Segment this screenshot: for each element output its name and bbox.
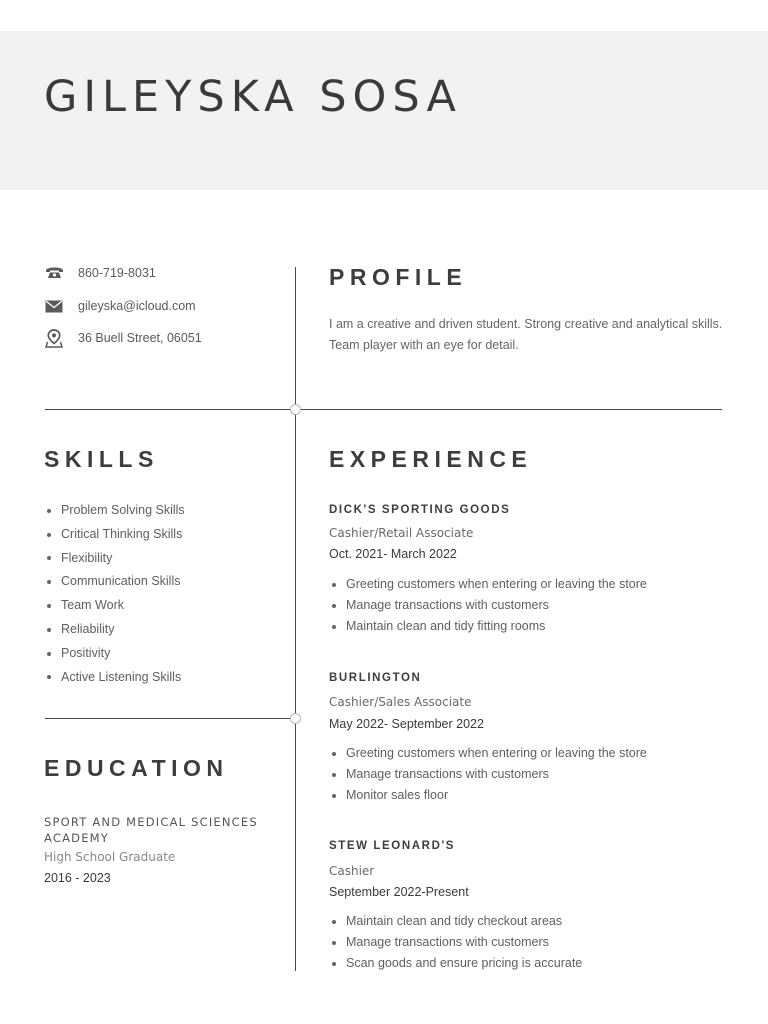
phone-number: 860-719-8031 [78, 266, 156, 280]
skill-item: Flexibility [44, 547, 185, 571]
skill-item: Communication Skills [44, 570, 185, 594]
job-company: STEW LEONARD'S [329, 840, 456, 852]
contact-phone [44, 263, 156, 283]
job-dates: May 2022- September 2022 [329, 717, 484, 731]
profile-summary: I am a creative and driven student. Strong creative and analytical skills. Team player with an eye for detail. [329, 317, 723, 352]
job-company: BURLINGTON [329, 672, 422, 684]
skill-item: Positivity [44, 642, 185, 666]
profile-heading: PROFILE [329, 264, 468, 290]
job-duties-list [329, 574, 647, 637]
email-address: gileyska@icloud.com [78, 299, 196, 313]
contact-email [44, 296, 196, 316]
column-divider [295, 267, 296, 971]
job-role: Cashier/Retail Associate [329, 526, 474, 540]
skill-item: Team Work [44, 594, 185, 618]
location-pin-icon [44, 329, 64, 347]
job-duty: Manage transactions with customers [329, 764, 647, 785]
contact-address [44, 328, 202, 348]
job-duty: Monitor sales floor [329, 785, 647, 806]
degree: High School Graduate [44, 850, 176, 864]
job-duty: Maintain clean and tidy fitting rooms [329, 616, 647, 637]
skill-item: Active Listening Skills [44, 666, 185, 690]
street-address: 36 Buell Street, 06051 [78, 331, 202, 345]
job-duties-list [329, 743, 647, 806]
skills-list [44, 499, 185, 689]
education-heading: EDUCATION [44, 755, 229, 781]
phone-icon [44, 264, 64, 282]
job-duty: Scan goods and ensure pricing is accurate [329, 953, 582, 974]
school-name: SPORT AND MEDICAL SCIENCES ACADEMY [44, 815, 258, 845]
education-years: 2016 - 2023 [44, 871, 111, 885]
job-duty: Greeting customers when entering or leaving the store [329, 574, 647, 595]
job-dates: September 2022-Present [329, 885, 469, 899]
skills-heading: SKILLS [44, 446, 159, 472]
experience-heading: EXPERIENCE [329, 446, 533, 472]
job-duty: Greeting customers when entering or leaving the store [329, 743, 647, 764]
job-company: DICK'S SPORTING GOODS [329, 504, 511, 516]
job-role: Cashier/Sales Associate [329, 695, 472, 709]
skill-item: Problem Solving Skills [44, 499, 185, 523]
job-dates: Oct. 2021- March 2022 [329, 547, 457, 561]
skill-item: Critical Thinking Skills [44, 523, 185, 547]
divider-junction-dot [290, 713, 301, 724]
section-divider-left [45, 718, 296, 719]
skill-item: Reliability [44, 618, 185, 642]
job-duty: Manage transactions with customers [329, 932, 582, 953]
job-role: Cashier [329, 864, 375, 878]
job-duty: Maintain clean and tidy checkout areas [329, 911, 582, 932]
job-duty: Manage transactions with customers [329, 595, 647, 616]
applicant-name: GILEYSKA SOSA [44, 72, 462, 122]
envelope-icon [44, 297, 64, 315]
divider-junction-dot [290, 404, 301, 415]
section-divider-top [45, 409, 722, 410]
job-duties-list [329, 911, 582, 974]
